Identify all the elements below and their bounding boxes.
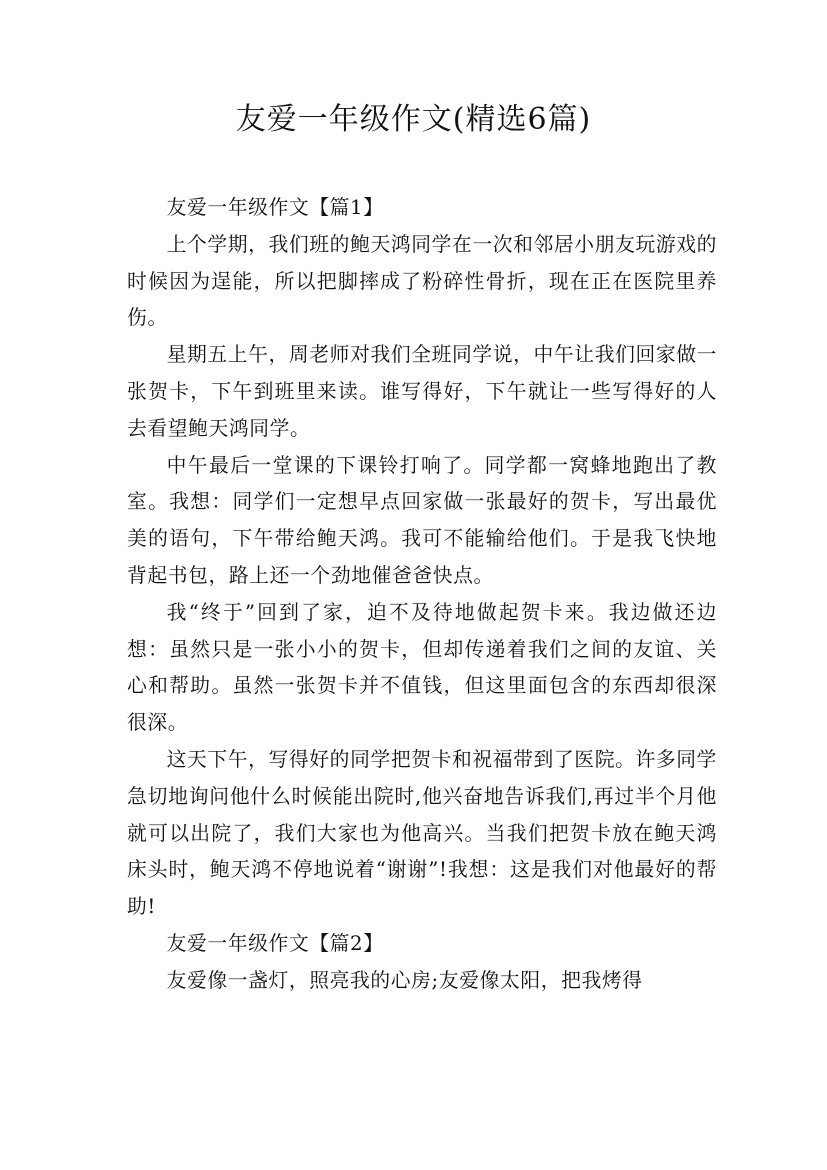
section-heading-1: 友爱一年级作文【篇1】	[166, 196, 384, 219]
document-title: 友爱一年级作文(精选6篇)	[235, 102, 592, 137]
paragraph: 这天下午，写得好的同学把贺卡和祝福带到了医院。许多同学急切地询问他什么时候能出院时,他兴奋地告诉我们,再过半个月他就可以出院了，我们大家也为他高兴。当我们把贺卡放在鲍天鸿床头时，鲍天鸿不停地说着“谢谢”!我想：这是我们对他最好的帮助!	[127, 747, 717, 919]
document-body	[127, 190, 717, 1000]
paragraph: 中午最后一堂课的下课铃打响了。同学都一窝蜂地跑出了教室。我想：同学们一定想早点回家做一张最好的贺卡，写出最优美的语句，下午带给鲍天鸿。我可不能输给他们。于是我飞快地背起书包，路上还一个劲地催爸爸快点。	[127, 453, 717, 587]
paragraph: 星期五上午，周老师对我们全班同学说，中午让我们回家做一张贺卡，下午到班里来读。谁写得好，下午就让一些写得好的人去看望鲍天鸿同学。	[127, 343, 717, 440]
section-heading-2: 友爱一年级作文【篇2】	[166, 931, 384, 955]
paragraph: 友爱像一盏灯，照亮我的心房;友爱像太阳，把我烤得	[166, 968, 643, 992]
paragraph: 上个学期，我们班的鲍天鸿同学在一次和邻居小朋友玩游戏的时候因为逞能，所以把脚摔成了粉碎性骨折，现在正在医院里养伤。	[127, 232, 717, 330]
paragraph: 我“终于”回到了家，迫不及待地做起贺卡来。我边做还边想：虽然只是一张小小的贺卡，但却传递着我们之间的友谊、关心和帮助。虽然一张贺卡并不值钱，但这里面包含的东西却很深很深。	[127, 600, 717, 735]
